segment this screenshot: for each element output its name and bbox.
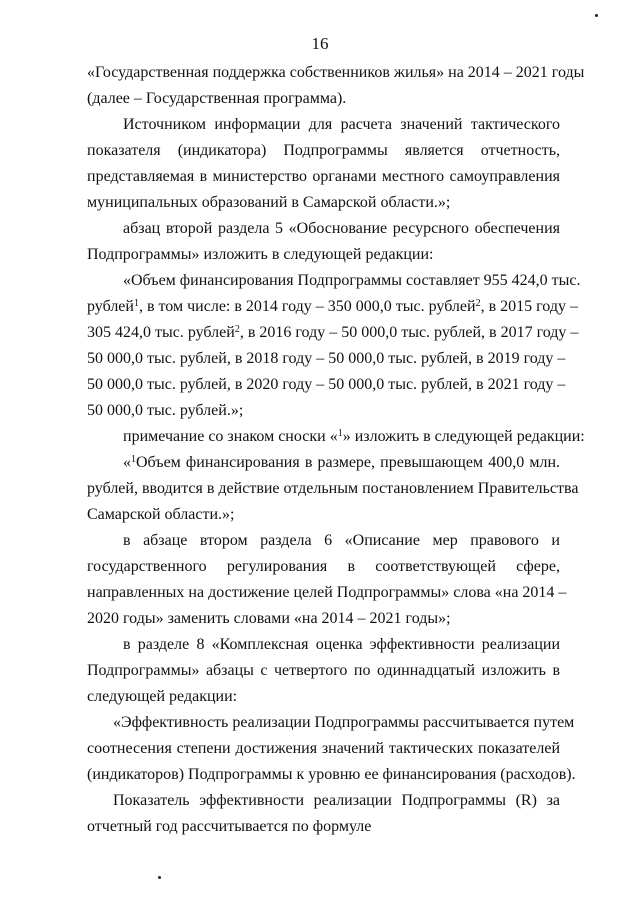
text-line: абзац второй раздела 5 «Обоснование ресурсного обеспечения [123, 220, 560, 237]
text-line: направленных на достижение целей Подпрограммы» слова «на 2014 – [87, 584, 567, 601]
footnote-marker: 1 [131, 454, 136, 465]
text-line: Источником информации для расчета значений тактического [123, 116, 560, 133]
text-line: рублей, вводится в действие отдельным постановлением Правительства [87, 480, 579, 497]
text-line: (индикаторов) Подпрограммы к уровню ее финансирования (расходов). [87, 766, 576, 783]
text-line: представляемая в министерство органами местного самоуправления [87, 168, 560, 185]
text-line: показателя (индикатора) Подпрограммы является отчетность, [87, 142, 560, 159]
text-line: следующей редакции: [87, 688, 238, 705]
text-line: соотнесения степени достижения значений тактических показателей [87, 740, 560, 757]
text-line: «Эффективность реализации Подпрограммы рассчитывается путем [113, 714, 575, 731]
text-line: Подпрограммы» абзацы с четвертого по одиннадцатый изложить в [87, 662, 560, 679]
text-line: 50 000,0 тыс. рублей.»; [87, 402, 244, 419]
footnote-marker: 2 [475, 298, 481, 309]
footnote-marker: 1 [337, 428, 343, 439]
text-line: в абзаце втором раздела 6 «Описание мер правового и [123, 532, 560, 549]
text-line: Показатель эффективности реализации Подпрограммы (R) за [113, 792, 560, 809]
text-line: в разделе 8 «Комплексная оценка эффективности реализации [123, 636, 560, 653]
scan-dot-mark [595, 14, 598, 17]
footnote-marker: 1 [133, 298, 139, 309]
text-line: «Государственная поддержка собственников жилья» на 2014 – 2021 годы [87, 64, 585, 81]
scan-dot-mark [158, 876, 161, 879]
text-line: Подпрограммы» изложить в следующей редакции: [87, 246, 434, 263]
text-line: 50 000,0 тыс. рублей, в 2020 году – 50 000,0 тыс. рублей, в 2021 году – [87, 376, 566, 393]
text-line: 305 424,0 тыс. рублей$^2$, в 2016 году – 50 000,0 тыс. рублей, в 2017 году – [87, 324, 579, 341]
text-line: примечание со знаком сноски «$^1$» изложить в следующей редакции: [123, 428, 585, 445]
text-line: муниципальных образований в Самарской области.»; [87, 194, 451, 211]
text-line: 2020 годы» заменить словами «на 2014 – 2021 годы»; [87, 610, 451, 627]
text-line: рублей$^1$, в том числе: в 2014 году – 350 000,0 тыс. рублей$^2$, в 2015 году – [87, 298, 578, 315]
text-line: государственного регулирования в соответствующей сфере, [87, 558, 560, 575]
footnote-marker: 2 [234, 324, 240, 335]
text-line: Самарской области.»; [87, 506, 235, 523]
text-line: «Объем финансирования Подпрограммы составляет 955 424,0 тыс. [123, 272, 581, 289]
page-number: 16 [311, 34, 329, 53]
text-line: (далее – Государственная программа). [87, 90, 347, 107]
text-line: отчетный год рассчитывается по формуле [87, 818, 372, 835]
text-line: «$^1$Объем финансирования в размере, превышающем 400,0 млн. [123, 454, 560, 471]
text-line: 50 000,0 тыс. рублей, в 2018 году – 50 000,0 тыс. рублей, в 2019 году – [87, 350, 566, 367]
